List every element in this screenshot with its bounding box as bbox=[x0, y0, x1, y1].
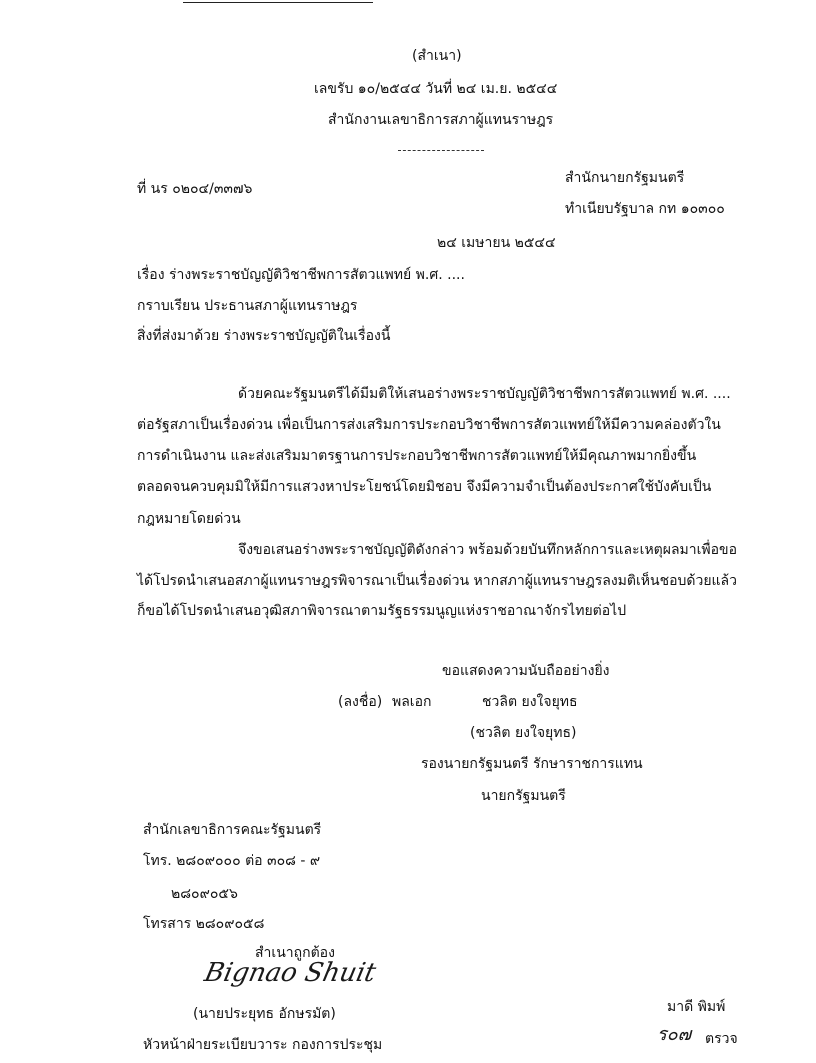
typed-by: มาดี พิมพ์ bbox=[667, 999, 726, 1015]
contact-office: สำนักเลขาธิการคณะรัฐมนตรี bbox=[143, 822, 322, 838]
subject-line: เรื่อง ร่างพระราชบัญญัติวิชาชีพการสัตวแพทย์ พ.ศ. .... bbox=[137, 267, 465, 283]
contact-fax: โทรสาร ๒๘๐๙๐๕๘ bbox=[143, 916, 265, 932]
certified-label: สำเนาถูกต้อง bbox=[255, 945, 335, 961]
receipt-line: เลขรับ ๑๐/๒๕๔๔ วันที่ ๒๔ เม.ย. ๒๕๔๔ bbox=[314, 81, 558, 97]
position-line-2: นายกรัฐมนตรี bbox=[481, 788, 566, 804]
document-date: ๒๔ เมษายน ๒๕๔๔ bbox=[437, 235, 556, 251]
signed-name: ชวลิต ยงใจยุทธ bbox=[482, 694, 578, 710]
top-edge-rule bbox=[183, 2, 373, 3]
body-paragraph-1-line: การดำเนินงาน และส่งเสริมมาตรฐานการประกอบวิชาชีพการสัตวแพทย์ให้มีคุณภาพมากยิ่งขึ้น bbox=[137, 448, 697, 464]
document-number: ที่ นร ๐๒๐๔/๓๓๗๖ bbox=[137, 181, 253, 197]
certifier-signature: Bignao Shuit bbox=[201, 958, 379, 988]
sender-office: สำนักนายกรัฐมนตรี bbox=[565, 170, 685, 186]
body-paragraph-2-line: ได้โปรดนำเสนอสภาผู้แทนราษฎรพิจารณาเป็นเรื่องด่วน หากสภาผู้แทนราษฎรลงมติเห็นชอบด้วยแล้ว bbox=[137, 573, 737, 589]
body-paragraph-2-line: ก็ขอได้โปรดนำเสนอวุฒิสภาพิจารณาตามรัฐธรรมนูญแห่งราชอาณาจักรไทยต่อไป bbox=[137, 603, 627, 619]
body-paragraph-1-line: ต่อรัฐสภาเป็นเรื่องด่วน เพื่อเป็นการส่งเสริมการประกอบวิชาชีพการสัตวแพทย์ให้มีความคล่องตัวใน bbox=[137, 417, 721, 433]
signed-prefix: (ลงชื่อ) bbox=[338, 694, 383, 710]
copy-mark: (สำเนา) bbox=[412, 48, 462, 64]
body-paragraph-1-line: กฎหมายโดยด่วน bbox=[137, 511, 241, 527]
contact-phone-2: ๒๘๐๙๐๕๖ bbox=[171, 886, 238, 902]
body-paragraph-2-line: จึงขอเสนอร่างพระราชบัญญัติดังกล่าว พร้อมด้วยบันทึกหลักการและเหตุผลมาเพื่อขอ bbox=[238, 542, 738, 558]
signed-rank: พลเอก bbox=[392, 694, 432, 710]
body-paragraph-1-line: ตลอดจนควบคุมมิให้มีการแสวงหาประโยชน์โดยมิชอบ จึงมีความจำเป็นต้องประกาศใช้บังคับเป็น bbox=[137, 479, 712, 495]
certifier-position: หัวหน้าฝ่ายระเบียบวาระ กองการประชุม bbox=[143, 1037, 383, 1053]
checked-label: ตรวจ bbox=[705, 1031, 738, 1047]
enclosure-line: สิ่งที่ส่งมาด้วย ร่างพระราชบัญญัติในเรื่องนี้ bbox=[137, 328, 391, 344]
closing-salutation: ขอแสดงความนับถืออย่างยิ่ง bbox=[442, 663, 610, 679]
contact-phone: โทร. ๒๘๐๙๐๐๐ ต่อ ๓๐๘ - ๙ bbox=[143, 853, 321, 869]
position-line-1: รองนายกรัฐมนตรี รักษาราชการแทน bbox=[421, 756, 643, 772]
body-paragraph-1-line: ด้วยคณะรัฐมนตรีได้มีมติให้เสนอร่างพระราชบัญญัติวิชาชีพการสัตวแพทย์ พ.ศ. .... bbox=[238, 386, 731, 402]
printed-name: (ชวลิต ยงใจยุทธ) bbox=[470, 725, 577, 741]
sender-address: ทำเนียบรัฐบาล กท ๑๐๓๐๐ bbox=[565, 201, 725, 217]
header-separator bbox=[398, 150, 484, 151]
receiving-office: สำนักงานเลขาธิการสภาผู้แทนราษฎร bbox=[328, 112, 554, 128]
checker-signature: ร๐๗ bbox=[657, 1024, 692, 1045]
addressee-line: กราบเรียน ประธานสภาผู้แทนราษฎร bbox=[137, 298, 358, 314]
certifier-name: (นายประยุทธ อักษรมัต) bbox=[193, 1006, 336, 1022]
